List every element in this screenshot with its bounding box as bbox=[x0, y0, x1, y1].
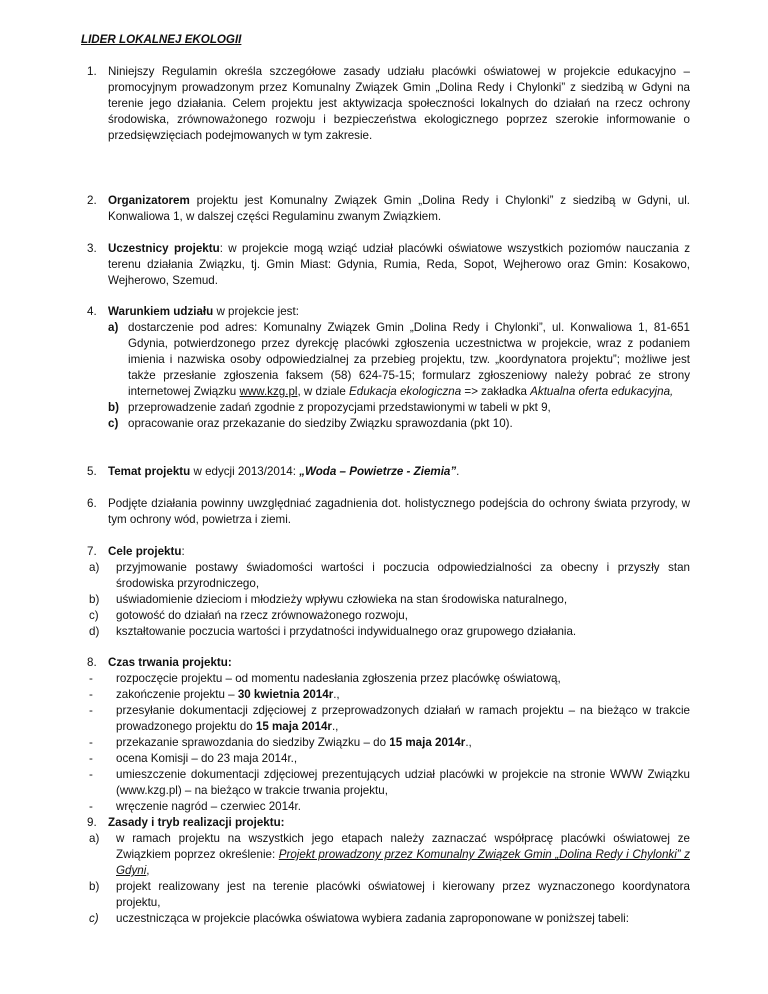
section-number: 6. bbox=[87, 497, 97, 510]
section-number: 4. bbox=[87, 305, 97, 318]
timeline-item: - przekazanie sprawozdania do siedziby Związku – do 15 maja 2014r., bbox=[89, 736, 472, 749]
goal-item: d) kształtowanie poczucia wartości i przydatności indywidualnego oraz grupowego działania. bbox=[89, 625, 577, 638]
section-number: 2. bbox=[87, 194, 97, 207]
condition-a: a) dostarczenie pod adres: Komunalny Związek Gmin „Dolina Redy i Chylonki”, ul. Konwaliowa 1, 81-651 Gdynia, potwierdzonego przez dyrekcję placówki zgłoszenia uczestnictwa w projekcie, wraz z podaniem imienia i nazwiska osoby odpowiedzialnej za przebieg projektu, tzw. „koordynatora projektu”; możliwe jest także przesłanie zgłoszenia faksem (58) 624-75-15; formularz zgłoszeniowy należy pobrać ze strony internetowej Związku www.kzg.pl, w dziale Edukacja ekologiczna => zakładka Aktualna oferta edukacyjna, bbox=[108, 321, 690, 398]
section-heading: Organizatorem bbox=[108, 194, 190, 207]
section-text bbox=[108, 655, 690, 671]
section-8 bbox=[81, 655, 690, 815]
document-title: LIDER LOKALNEJ EKOLOGII bbox=[81, 33, 242, 46]
section-number: 7. bbox=[87, 545, 97, 558]
section-text bbox=[108, 815, 690, 831]
section-heading: Cele projektu bbox=[108, 545, 182, 558]
timeline-item: - zakończenie projektu – 30 kwietnia 2014r., bbox=[89, 688, 340, 701]
section-2 bbox=[81, 193, 690, 225]
section-heading: Uczestnicy projektu bbox=[108, 242, 220, 255]
section-text: Cele projektu: bbox=[108, 545, 185, 558]
rule-b: b) projekt realizowany jest na terenie placówki oświatowej i kierowany przez wyznaczonego koordynatora projektu, bbox=[89, 880, 690, 909]
section-7 bbox=[81, 544, 690, 640]
section-number: 8. bbox=[87, 656, 97, 669]
section-5 bbox=[81, 464, 690, 480]
section-number: 5. bbox=[87, 465, 97, 478]
project-theme: „Woda – Powietrze - Ziemia” bbox=[299, 465, 457, 478]
section-4 bbox=[81, 304, 690, 432]
kzg-website-link[interactable]: www.kzg.pl bbox=[239, 385, 298, 398]
section-heading: Zasady i tryb realizacji projektu: bbox=[108, 816, 285, 829]
timeline-item: - rozpoczęcie projektu – od momentu nadesłania zgłoszenia przez placówkę oświatową, bbox=[89, 672, 561, 685]
condition-b: b) przeprowadzenie zadań zgodnie z propozycjami przedstawionymi w tabeli w pkt 9, bbox=[108, 401, 551, 414]
section-number: 1. bbox=[87, 65, 97, 78]
section-heading: Temat projektu bbox=[108, 465, 191, 478]
section-number: 9. bbox=[87, 816, 97, 829]
condition-c: c) opracowanie oraz przekazanie do siedziby Związku sprawozdania (pkt 10). bbox=[108, 417, 513, 430]
timeline-item: - przesyłanie dokumentacji zdjęciowej z przeprowadzonych działań w ramach projektu – na bieżąco w trakcie prowadzonego projektu do 15 maja 2014r., bbox=[89, 704, 690, 733]
timeline-item: - ocena Komisji – do 23 maja 2014r., bbox=[89, 752, 298, 765]
section-3 bbox=[81, 241, 690, 289]
section-9 bbox=[81, 815, 690, 927]
section-text: Warunkiem udziału w projekcie jest: bbox=[108, 305, 299, 318]
section-1 bbox=[81, 64, 690, 144]
section-text: Niniejszy Regulamin określa szczegółowe zasady udziału placówki oświatowej w projekcie edukacyjno – promocyjnym prowadzonym przez Komunalny Związek Gmin „Dolina Redy i Chylonki” z siedzibą w Gdyni na terenie jego działania. Celem projektu jest aktywizacja społeczności lokalnych do działań na rzecz ochrony środowiska, zrównoważonego rozwoju i bezpieczeństwa ekologicznego poprzez szerokie informowanie o przedsięwzięciach podejmowanych w tym zakresie. bbox=[108, 65, 690, 142]
rule-a: a) w ramach projektu na wszystkich jego etapach należy zaznaczać współpracę placówki oświatowej ze Związkiem poprzez określenie: Projekt prowadzony przez Komunalny Związek Gmin „Dolina Redy i Chylonki” z Gdyni, bbox=[89, 832, 690, 877]
rule-c: c) uczestnicząca w projekcie placówka oświatowa wybiera zadania zaproponowane w poniższej tabeli: bbox=[89, 912, 629, 925]
attribution-phrase: Projekt prowadzony przez Komunalny Związek Gmin „Dolina Redy i Chylonki” z Gdyni bbox=[116, 848, 690, 877]
section-text: Temat projektu w edycji 2013/2014: „Woda – Powietrze - Ziemia”. bbox=[108, 465, 460, 478]
section-heading: Czas trwania projektu: bbox=[108, 656, 232, 669]
section-text: Podjęte działania powinny uwzględniać zagadnienia dot. holistycznego podejścia do ochrony świata przyrody, w tym ochrony wód, powietrza i ziemi. bbox=[108, 497, 690, 526]
section-heading: Warunkiem udziału bbox=[108, 305, 214, 318]
timeline-item: - umieszczenie dokumentacji zdjęciowej prezentujących udział placówki w projekcie na stronie WWW Związku (www.kzg.pl) – na bieżąco w trakcie trwania projektu, bbox=[89, 768, 690, 797]
section-text: Uczestnicy projektu: w projekcie mogą wziąć udział placówki oświatowe wszystkich poziomów nauczania z terenu działania Związku, tj. Gmin Miast: Gdynia, Rumia, Reda, Sopot, Wejherowo oraz Gmin: Kosakowo, Wejherowo, Szemud. bbox=[108, 242, 691, 287]
timeline-item: - wręczenie nagród – czerwiec 2014r. bbox=[89, 800, 301, 813]
section-number: 3. bbox=[87, 242, 97, 255]
goal-item: b) uświadomienie dzieciom i młodzieży wpływu człowieka na stan środowiska naturalnego, bbox=[89, 593, 568, 606]
goal-item: a) przyjmowanie postawy świadomości wartości i poczucia odpowiedzialności za obecny i przyszły stan środowiska przyrodniczego, bbox=[89, 561, 690, 590]
goal-item: c) gotowość do działań na rzecz zrównoważonego rozwoju, bbox=[89, 609, 408, 622]
section-text: Organizatorem projektu jest Komunalny Związek Gmin „Dolina Redy i Chylonki” z siedzibą w Gdyni, ul. Konwaliowa 1, w dalszej części Regulaminu zwanym Związkiem. bbox=[108, 194, 690, 223]
section-6 bbox=[81, 496, 690, 528]
